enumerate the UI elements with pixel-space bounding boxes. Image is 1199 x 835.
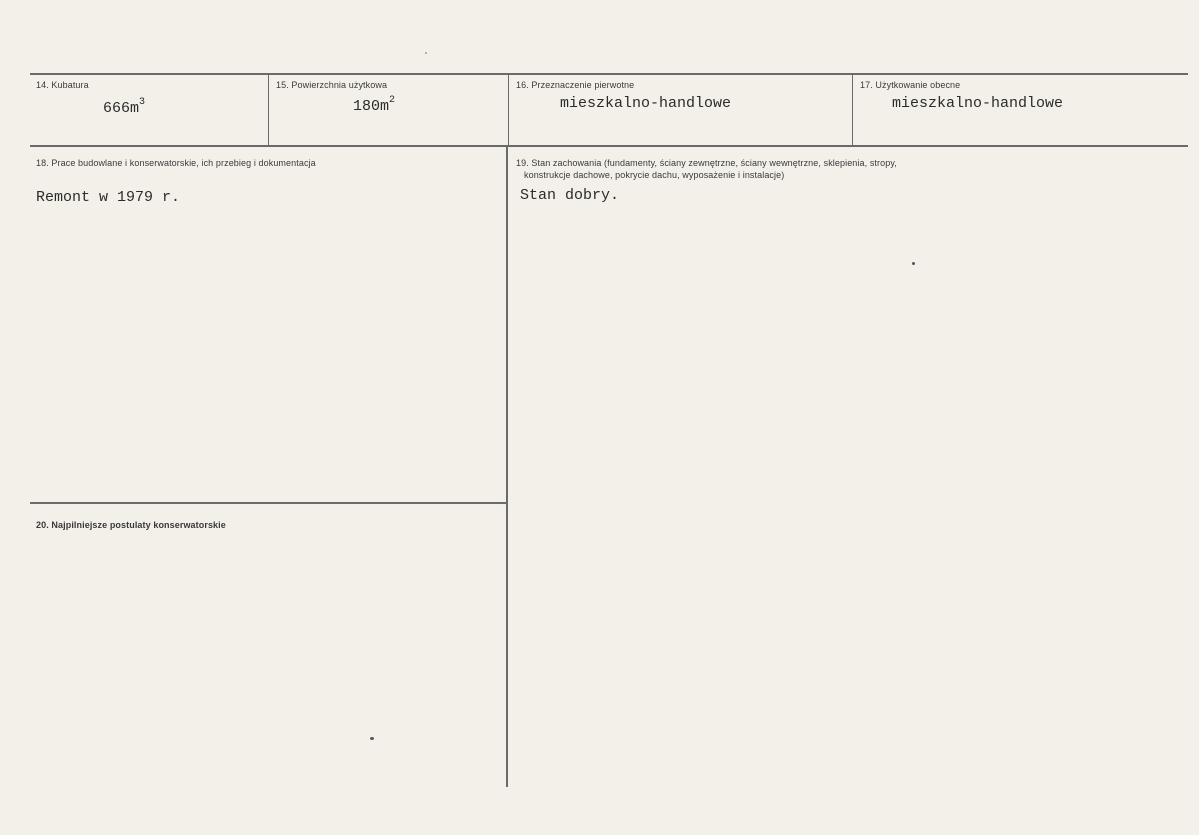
row1-bottom-rule	[30, 145, 1188, 147]
main-column-divider	[506, 147, 508, 787]
top-rule	[30, 73, 1188, 75]
field-19-label-line1: 19. Stan zachowania (fundamenty, ściany zewnętrzne, ściany wewnętrzne, sklepienia, stropy,	[516, 158, 897, 168]
field-20-label: 20. Najpilniejsze postulaty konserwatorskie	[36, 520, 226, 530]
field-14-label: 14. Kubatura	[36, 80, 89, 90]
divider-16-17	[852, 73, 853, 145]
paper-speck	[425, 52, 427, 54]
field-17-value: mieszkalno-handlowe	[892, 95, 1064, 112]
field-18-label: 18. Prace budowlane i konserwatorskie, ich przebieg i dokumentacja	[36, 158, 316, 168]
paper-speck	[912, 262, 915, 265]
field-15-value	[353, 95, 396, 115]
field-19-label-line2: konstrukcje dachowe, pokrycie dachu, wyposażenie i instalacje)	[524, 170, 785, 180]
field-16-label: 16. Przeznaczenie pierwotne	[516, 80, 635, 90]
field-15-number: 180m	[353, 98, 390, 115]
section-18-20-rule	[30, 502, 506, 504]
field-14-number: 666m	[103, 100, 140, 117]
field-17-label: 17. Użytkowanie obecne	[860, 80, 961, 90]
divider-14-15	[268, 73, 269, 145]
field-15-superscript: 2	[389, 95, 396, 106]
field-14-value	[103, 97, 146, 117]
field-14-superscript: 3	[139, 97, 146, 108]
field-15-label: 15. Powierzchnia użytkowa	[276, 80, 388, 90]
field-16-value: mieszkalno-handlowe	[560, 95, 732, 112]
field-18-value: Remont w 1979 r.	[36, 189, 181, 206]
paper-speck	[370, 737, 374, 740]
field-19-value: Stan dobry.	[520, 187, 620, 204]
divider-15-16	[508, 73, 509, 145]
